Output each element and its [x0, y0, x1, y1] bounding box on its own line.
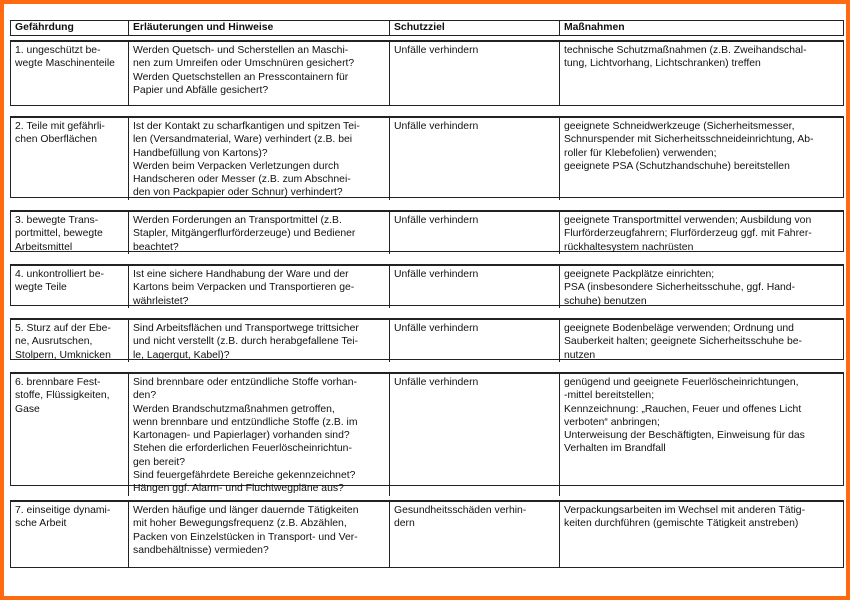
cell-text-line: Sind feuergefährdete Bereiche gekennzeichnet? — [133, 470, 356, 482]
cell-text-line: Unfälle verhindern — [394, 215, 479, 226]
cell-text-line: Stolpern, Umknicken — [15, 349, 111, 361]
cell-text-line: geeignete Bodenbeläge verwenden; Ordnung und — [564, 323, 794, 334]
cell-text-line: sche Arbeit — [15, 518, 67, 530]
cell-text-line: geeignete PSA (Schutzhandschuhe) bereitstellen — [564, 160, 790, 172]
table-row — [10, 318, 844, 360]
cell-text-line: Gesundheitsschäden verhin- — [394, 505, 527, 516]
cell-gefaehrdung — [11, 374, 129, 496]
cell-text-line: dern — [394, 518, 415, 530]
cell-text-line: Gase — [15, 403, 40, 415]
cell-text-line: Handscheren oder Messer (z.B. zum Abschnei- — [133, 174, 351, 186]
cell-text-line: sandbehältnisse) vermieden? — [133, 544, 269, 556]
cell-text-line: -mittel bereitstellen; — [564, 390, 655, 402]
cell-text-line: nutzen — [564, 349, 596, 361]
cell-text-line: und nicht verstellt (z.B. durch herabgefallene Tei- — [133, 336, 359, 348]
cell-erlaeuterung — [129, 374, 390, 496]
cell-erlaeuterung — [129, 320, 390, 362]
cell-text-line: Arbeitsmittel — [15, 241, 73, 253]
cell-gefaehrdung — [11, 320, 129, 362]
cell-gefaehrdung — [11, 118, 129, 200]
cell-text-line: Werden Quetschstellen an Presscontainern für — [133, 71, 349, 83]
cell-erlaeuterung — [129, 266, 390, 308]
cell-gefaehrdung — [11, 212, 129, 254]
cell-text-line: Ist eine sichere Handhabung der Ware und der — [133, 269, 349, 280]
cell-text-line: Unterweisung der Beschäftigten, Einweisung für das — [564, 430, 805, 442]
cell-text-line: den? — [133, 390, 157, 402]
cell-text-line: Unfälle verhindern — [394, 121, 479, 132]
header-erlaeuterungen: Erläuterungen und Hinweise — [129, 21, 390, 35]
cell-text-line: geeignete Packplätze einrichten; — [564, 269, 715, 280]
cell-text-line: Sind Arbeitsflächen und Transportwege trittsicher — [133, 323, 359, 334]
table-row — [10, 372, 844, 495]
cell-schutzziel — [390, 502, 560, 567]
cell-text-line: portmittel, bewegte — [15, 228, 103, 240]
cell-text-line: Werden beim Verpacken Verletzungen durch — [133, 160, 340, 172]
cell-massnahmen — [560, 320, 845, 362]
cell-text-line: den von Packpapier oder Schnur) verhindert? — [133, 187, 343, 199]
header-gefaehrdung: Gefährdung — [11, 21, 129, 35]
cell-text-line: technische Schutzmaßnahmen (z.B. Zweihandschal- — [564, 45, 807, 56]
cell-text-line: Packen von Einzelstücken in Transport- und Ver- — [133, 531, 358, 543]
cell-text-line: wegte Maschinenteile — [15, 58, 115, 70]
table-header — [10, 20, 844, 36]
cell-text-line: gen bereit? — [133, 456, 185, 468]
cell-text-line: geeignete Schneidwerkzeuge (Sicherheitsmesser, — [564, 121, 795, 132]
cell-text-line: 6. brennbare Fest- — [15, 377, 101, 388]
cell-text-line: Verhalten im Brandfall — [564, 443, 666, 455]
cell-erlaeuterung — [129, 502, 390, 567]
cell-erlaeuterung — [129, 42, 390, 105]
cell-text-line: le, Lagergut, Kabel)? — [133, 349, 230, 361]
cell-text-line: wegte Teile — [15, 282, 67, 294]
cell-gefaehrdung — [11, 502, 129, 567]
cell-text-line: Handbefüllung von Kartons)? — [133, 147, 268, 159]
cell-erlaeuterung — [129, 118, 390, 200]
cell-text-line: roller für Klebefolien) verwenden; — [564, 147, 717, 159]
cell-text-line: 5. Sturz auf der Ebe- — [15, 323, 111, 334]
cell-massnahmen — [560, 266, 845, 308]
cell-text-line: Papier und Abfälle gesichert? — [133, 84, 269, 96]
cell-schutzziel — [390, 118, 560, 200]
cell-text-line: wenn brennbare und entzündliche Stoffe (z.B. im — [133, 416, 358, 428]
cell-massnahmen — [560, 42, 845, 105]
cell-text-line: Unfälle verhindern — [394, 269, 479, 280]
cell-text-line: Ist der Kontakt zu scharfkantigen und spitzen Tei- — [133, 121, 360, 132]
cell-text-line: genügend und geeignete Feuerlöscheinrichtungen, — [564, 377, 799, 388]
cell-text-line: stoffe, Flüssigkeiten, — [15, 390, 110, 402]
cell-gefaehrdung — [11, 266, 129, 308]
header-schutzziel: Schutzziel — [390, 21, 560, 35]
cell-text-line: keiten durchführen (gemischte Tätigkeit anstreben) — [564, 518, 799, 530]
cell-text-line: Flurförderzeugfahrern; Flurförderzeug ggf. mit Fahrer- — [564, 228, 812, 240]
cell-massnahmen — [560, 374, 845, 496]
cell-text-line: 7. einseitige dynami- — [15, 505, 111, 516]
cell-text-line: Kennzeichnung: „Rauchen, Feuer und offenes Licht — [564, 403, 802, 415]
cell-text-line: Werden häufige und länger dauernde Tätigkeiten — [133, 505, 359, 516]
table-row — [10, 40, 844, 106]
cell-text-line: Kartons beim Verpacken und Transportieren ge- — [133, 282, 355, 294]
cell-text-line: Hängen ggf. Alarm- und Fluchtwegpläne aus? — [133, 483, 344, 495]
cell-text-line: ne, Ausrutschen, — [15, 336, 93, 348]
cell-schutzziel — [390, 374, 560, 496]
cell-text-line: Unfälle verhindern — [394, 323, 479, 334]
cell-text-line: Unfälle verhindern — [394, 377, 479, 388]
cell-text-line: Werden Brandschutzmaßnahmen getroffen, — [133, 403, 335, 415]
cell-text-line: Werden Forderungen an Transportmittel (z.B. — [133, 215, 342, 226]
cell-text-line: 2. Teile mit gefährli- — [15, 121, 105, 132]
cell-text-line: rückhaltesystem nachrüsten — [564, 241, 694, 253]
cell-massnahmen — [560, 212, 845, 254]
cell-text-line: 4. unkontrolliert be- — [15, 269, 104, 280]
cell-massnahmen — [560, 502, 845, 567]
table-row — [10, 210, 844, 252]
cell-schutzziel — [390, 320, 560, 362]
cell-text-line: nen zum Umreifen oder Umschnüren gesichert? — [133, 58, 355, 70]
cell-text-line: PSA (insbesondere Sicherheitsschuhe, ggf. Hand- — [564, 282, 796, 294]
cell-schutzziel — [390, 42, 560, 105]
cell-massnahmen — [560, 118, 845, 200]
cell-text-line: Sauberkeit halten; geeignete Sicherheitsschuhe be- — [564, 336, 802, 348]
header-massnahmen: Maßnahmen — [564, 22, 625, 33]
cell-text-line: geeignete Transportmittel verwenden; Ausbildung von — [564, 215, 812, 226]
cell-text-line: Sind brennbare oder entzündliche Stoffe vorhan- — [133, 377, 357, 388]
cell-text-line: Verpackungsarbeiten im Wechsel mit anderen Tätig- — [564, 505, 806, 516]
cell-text-line: chen Oberflächen — [15, 134, 98, 146]
cell-text-line: mit hoher Bewegungsfrequenz (z.B. Abzählen, — [133, 518, 347, 530]
cell-text-line: schuhe) benutzen — [564, 295, 647, 307]
cell-gefaehrdung — [11, 42, 129, 105]
table-row — [10, 264, 844, 306]
cell-text-line: 3. bewegte Trans- — [15, 215, 99, 226]
cell-schutzziel — [390, 212, 560, 254]
cell-text-line: beachtet? — [133, 241, 179, 253]
table-row — [10, 116, 844, 198]
cell-text-line: tung, Lichtvorhang, Lichtschranken) treffen — [564, 58, 761, 70]
table-row — [10, 500, 844, 568]
cell-erlaeuterung — [129, 212, 390, 254]
cell-text-line: währleistet? — [133, 295, 189, 307]
cell-text-line: 1. ungeschützt be- — [15, 45, 101, 56]
cell-text-line: verboten“ anbringen; — [564, 416, 660, 428]
cell-text-line: Werden Quetsch- und Scherstellen an Maschi- — [133, 45, 349, 56]
cell-text-line: Kartonagen- und Papierlager) vorhanden sind? — [133, 430, 350, 442]
cell-text-line: Stehen die erforderlichen Feuerlöscheinrichtun- — [133, 443, 352, 455]
cell-text-line: Stapler, Mitgängerflurförderzeuge) und Bediener — [133, 228, 356, 240]
cell-text-line: Unfälle verhindern — [394, 45, 479, 56]
document-page — [4, 4, 846, 596]
cell-text-line: len (Versandmaterial, Ware) verhindert (z.B. bei — [133, 134, 353, 146]
cell-text-line: Schnurspender mit Sicherheitsschneideinrichtung, Ab- — [564, 134, 814, 146]
cell-schutzziel — [390, 266, 560, 308]
